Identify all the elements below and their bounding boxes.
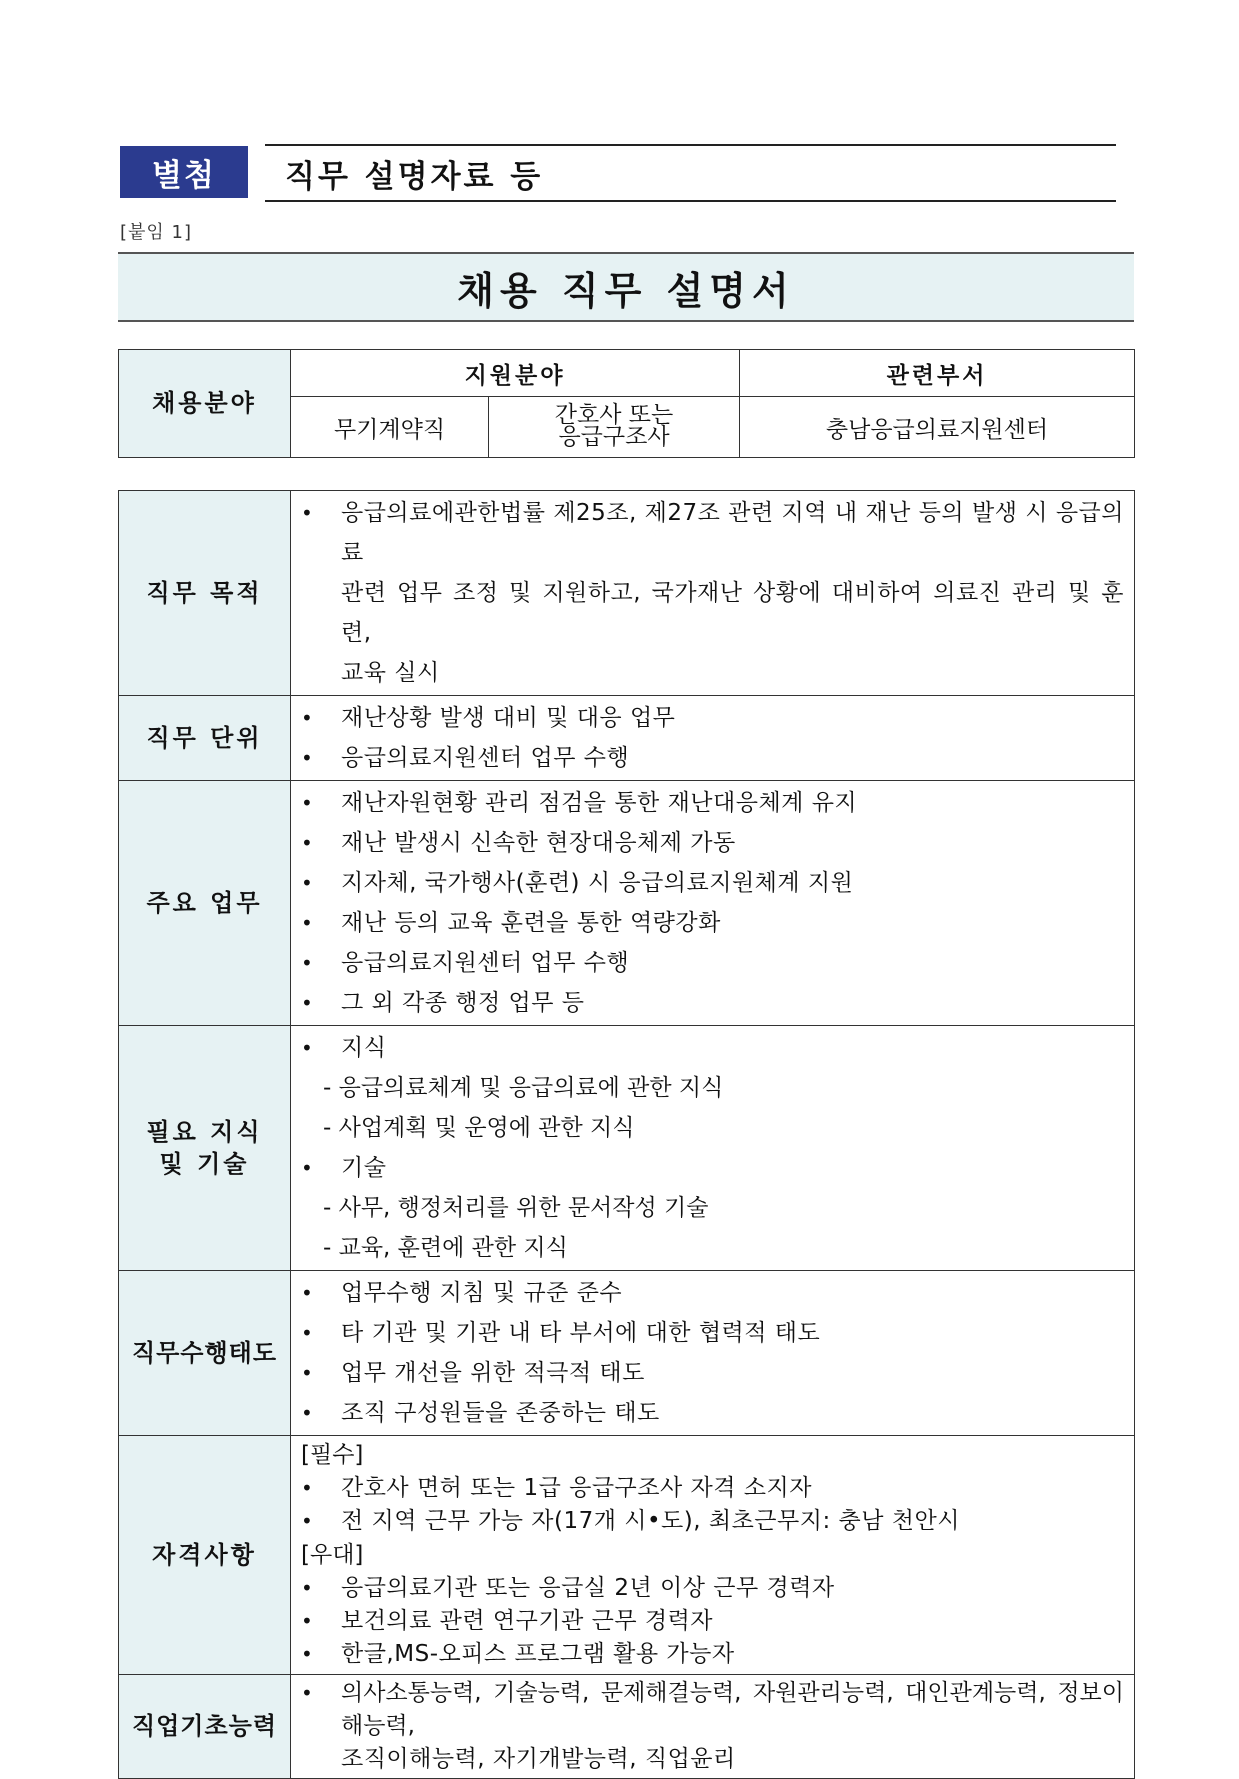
- basic-line-2: 조직이해능력, 자기개발능력, 직업윤리: [341, 1746, 736, 1772]
- bullet-icon: •: [301, 1156, 314, 1180]
- unit-label: 직무 단위: [119, 696, 291, 781]
- row-qualification: [119, 1436, 1135, 1675]
- duties-content: [291, 781, 1135, 1026]
- document-title: 채용 직무 설명서: [457, 268, 795, 313]
- bullet-icon: •: [301, 1476, 314, 1500]
- preferred-item-2: 보건의료 관련 연구기관 근무 경력자: [341, 1608, 714, 1634]
- header-title: 직무 설명자료 등: [285, 158, 544, 195]
- basic-competency-item: [291, 1677, 1124, 1776]
- qualification-label: 자격사항: [119, 1436, 291, 1675]
- bullet-icon: •: [301, 1361, 314, 1385]
- row-attitude: [119, 1271, 1135, 1436]
- skills-label: [119, 1026, 291, 1271]
- list-item: [291, 1353, 1124, 1393]
- list-item: [291, 783, 1124, 823]
- list-item: [291, 1148, 1124, 1188]
- attitude-item-4: 조직 구성원들을 존중하는 태도: [341, 1400, 660, 1426]
- list-item: [291, 738, 1124, 778]
- list-item: [291, 1505, 1124, 1538]
- bullet-icon: •: [301, 831, 314, 855]
- bullet-icon: •: [301, 1321, 314, 1345]
- unit-content: [291, 696, 1135, 781]
- unit-item-1: 재난상황 발생 대비 및 대응 업무: [341, 705, 676, 731]
- purpose-line-3: 교육 실시: [341, 660, 440, 686]
- bullet-icon: •: [301, 501, 314, 525]
- attitude-content: [291, 1271, 1135, 1436]
- preferred-tag: [우대]: [301, 1542, 364, 1568]
- support-field-header: 지원분야: [291, 350, 740, 397]
- document-title-bar: [118, 252, 1134, 322]
- list-item: [291, 1393, 1124, 1433]
- basic-competency-content: [291, 1675, 1135, 1779]
- technique-item-1: - 사무, 행정처리를 위한 문서작성 기술: [323, 1195, 709, 1221]
- list-item: [291, 698, 1124, 738]
- bullet-icon: •: [301, 1681, 314, 1705]
- bullet-icon: •: [301, 991, 314, 1015]
- list-item: [291, 1273, 1124, 1313]
- attitude-item-2: 타 기관 및 기관 내 타 부서에 대한 협력적 태도: [341, 1320, 821, 1346]
- header-title-box: [265, 144, 1116, 202]
- required-item-1: 간호사 면허 또는 1급 응급구조사 자격 소지자: [341, 1475, 812, 1501]
- list-item: [291, 1638, 1124, 1671]
- qualification-content: [291, 1436, 1135, 1675]
- skills-content: [291, 1026, 1135, 1271]
- basic-competency-label: 직업기초능력: [119, 1675, 291, 1779]
- attachment-badge: 별첨: [120, 146, 248, 198]
- skills-label-line-1: 필요 지식: [146, 1117, 263, 1146]
- attitude-item-3: 업무 개선을 위한 적극적 태도: [341, 1360, 645, 1386]
- employment-type: 무기계약직: [291, 397, 489, 458]
- knowledge-item-1: - 응급의료체계 및 응급의료에 관한 지식: [323, 1075, 724, 1101]
- overview-label: 채용분야: [119, 350, 291, 458]
- duty-item-3: 지자체, 국가행사(훈련) 시 응급의료지원체계 지원: [341, 870, 854, 896]
- list-item: [291, 903, 1124, 943]
- list-item: [291, 943, 1124, 983]
- row-duties: [119, 781, 1135, 1026]
- duty-item-1: 재난자원현황 관리 점검을 통한 재난대응체계 유지: [341, 790, 858, 816]
- required-item-2: 전 지역 근무 가능 자(17개 시•도), 최초근무지: 충남 천안시: [341, 1508, 960, 1534]
- bullet-icon: •: [301, 871, 314, 895]
- bullet-icon: •: [301, 1036, 314, 1060]
- list-item: [291, 983, 1124, 1023]
- required-tag: [필수]: [301, 1442, 364, 1468]
- section-header: [120, 144, 1116, 200]
- overview-table: [118, 349, 1135, 458]
- purpose-item: [291, 493, 1124, 693]
- job-description-table: [118, 490, 1135, 1779]
- bullet-icon: •: [301, 706, 314, 730]
- purpose-label: 직무 목적: [119, 491, 291, 696]
- list-item: [291, 1028, 1124, 1068]
- bullet-icon: •: [301, 1401, 314, 1425]
- bullet-icon: •: [301, 791, 314, 815]
- duties-label: 주요 업무: [119, 781, 291, 1026]
- knowledge-item-2: - 사업계획 및 운영에 관한 지식: [323, 1115, 635, 1141]
- bullet-icon: •: [301, 1609, 314, 1633]
- list-item: [291, 1572, 1124, 1605]
- attachment-label: [붙임 1]: [120, 222, 192, 243]
- attitude-item-1: 업무수행 지침 및 규준 준수: [341, 1280, 623, 1306]
- list-item: [291, 863, 1124, 903]
- preferred-item-1: 응급의료기관 또는 응급실 2년 이상 근무 경력자: [341, 1575, 835, 1601]
- bullet-icon: •: [301, 951, 314, 975]
- row-purpose: [119, 491, 1135, 696]
- duty-item-5: 응급의료지원센터 업무 수행: [341, 950, 630, 976]
- purpose-line-2: 관련 업무 조정 및 지원하고, 국가재난 상황에 대비하여 의료진 관리 및 훈련,: [341, 580, 1124, 646]
- duty-item-6: 그 외 각종 행정 업무 등: [341, 990, 585, 1016]
- position-line-2: 응급구조사: [558, 424, 670, 450]
- department-header: 관련부서: [740, 350, 1135, 397]
- duty-item-2: 재난 발생시 신속한 현장대응체제 가동: [341, 830, 736, 856]
- attitude-label: 직무수행태도: [119, 1271, 291, 1436]
- bullet-icon: •: [301, 1281, 314, 1305]
- row-basic-competency: [119, 1675, 1135, 1779]
- duty-item-4: 재난 등의 교육 훈련을 통한 역량강화: [341, 910, 721, 936]
- department-value: 충남응급의료지원센터: [740, 397, 1135, 458]
- bullet-icon: •: [301, 1509, 314, 1533]
- technique-item-2: - 교육, 훈련에 관한 지식: [323, 1235, 568, 1261]
- list-item: [291, 823, 1124, 863]
- bullet-icon: •: [301, 1576, 314, 1600]
- basic-line-1: 의사소통능력, 기술능력, 문제해결능력, 자원관리능력, 대인관계능력, 정보이해능력,: [341, 1680, 1124, 1739]
- bullet-icon: •: [301, 911, 314, 935]
- list-item: [291, 1605, 1124, 1638]
- knowledge-heading: 지식: [341, 1035, 387, 1061]
- unit-item-2: 응급의료지원센터 업무 수행: [341, 745, 630, 771]
- position-line-1: 간호사 또는: [554, 402, 674, 429]
- skills-label-line-2: 및 기술: [159, 1150, 250, 1178]
- purpose-content: [291, 491, 1135, 696]
- list-item: [291, 1313, 1124, 1353]
- row-unit: [119, 696, 1135, 781]
- row-skills: [119, 1026, 1135, 1271]
- position-cell: [489, 397, 740, 458]
- list-item: [291, 1472, 1124, 1505]
- technique-heading: 기술: [341, 1155, 387, 1181]
- bullet-icon: •: [301, 1642, 314, 1666]
- bullet-icon: •: [301, 746, 314, 770]
- preferred-item-3: 한글,MS-오피스 프로그램 활용 가능자: [341, 1641, 735, 1667]
- purpose-line-1: 응급의료에관한법률 제25조, 제27조 관련 지역 내 재난 등의 발생 시 응급의료: [341, 500, 1124, 566]
